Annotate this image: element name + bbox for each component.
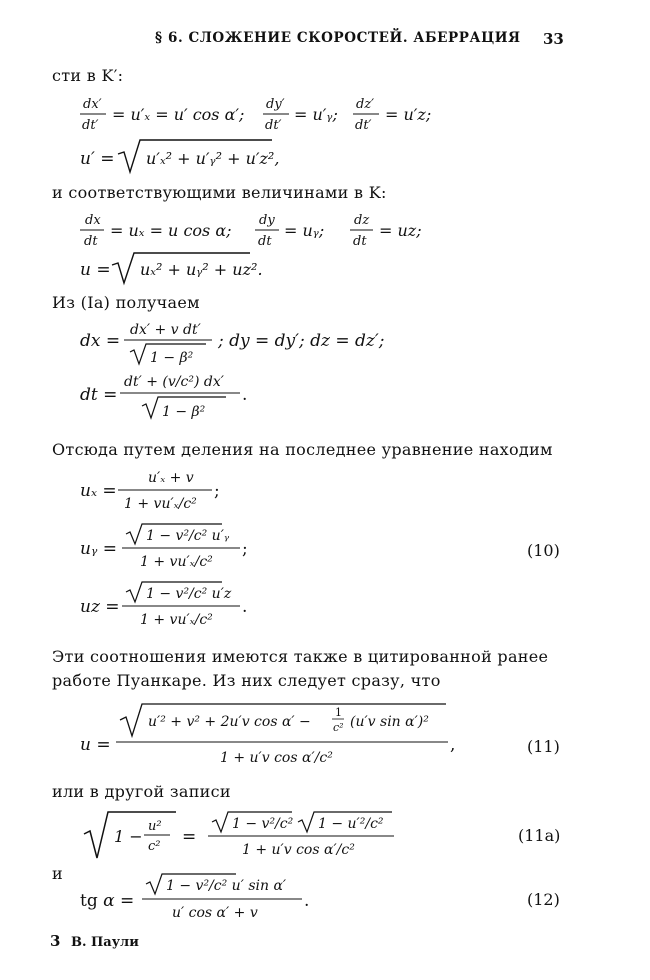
svg-text:dx′: dx′	[83, 97, 102, 112]
signature-number: 3	[50, 932, 61, 950]
svg-text:= u′ₓ = u′ cos α′;: = u′ₓ = u′ cos α′;	[112, 105, 245, 124]
svg-text:dx′ + v dt′: dx′ + v dt′	[130, 322, 201, 338]
svg-text:1 −: 1 −	[114, 827, 143, 846]
svg-text:dt: dt	[258, 234, 272, 249]
svg-text:1 − v²/c²: 1 − v²/c²	[232, 816, 294, 832]
svg-text:dt: dt	[84, 234, 98, 249]
text-line-2: и соответствующими величинами в K:	[52, 183, 387, 202]
page-number: 33	[543, 30, 564, 48]
text-line-5a: Эти соотношения имеются также в цитированной ранее	[52, 647, 549, 666]
equation-number-11a: (11a)	[518, 826, 561, 845]
svg-text:u′ₓ² + u′ᵧ² + u′z²,: u′ₓ² + u′ᵧ² + u′z²,	[146, 149, 280, 168]
svg-text:u′ cos α′ + v: u′ cos α′ + v	[172, 905, 258, 921]
svg-text:1 + vu′ₓ/c²: 1 + vu′ₓ/c²	[140, 612, 213, 628]
svg-text:uₓ =: uₓ =	[80, 481, 117, 501]
svg-text:u =: u =	[80, 260, 111, 280]
svg-text:1 + u′v cos α′/c²: 1 + u′v cos α′/c²	[242, 842, 355, 858]
svg-text:;: ;	[214, 481, 220, 501]
svg-text:dt′: dt′	[265, 118, 282, 133]
svg-text:1 + u′v cos α′/c²: 1 + u′v cos α′/c²	[220, 750, 333, 766]
text-line-4: Отсюда путем деления на последнее уравнение находим	[52, 440, 553, 459]
svg-text:u′ =: u′ =	[80, 149, 115, 169]
equation-lorentz-dt	[0, 370, 650, 430]
svg-text:dy: dy	[259, 213, 275, 228]
svg-text:dt =: dt =	[80, 385, 118, 405]
svg-text:uᵧ =: uᵧ =	[80, 539, 117, 559]
svg-text:(u′v sin α′)²: (u′v sin α′)²	[350, 714, 429, 730]
svg-text:u′² + v² + 2u′v cos α′ −: u′² + v² + 2u′v cos α′ −	[148, 714, 311, 730]
svg-text:dz: dz	[354, 213, 370, 228]
svg-text:c²: c²	[333, 721, 344, 734]
svg-text:1 + vu′ₓ/c²: 1 + vu′ₓ/c²	[140, 554, 213, 570]
text-line-6: или в другой записи	[52, 782, 231, 801]
section-title: § 6. СЛОЖЕНИЕ СКОРОСТЕЙ. АБЕРРАЦИЯ	[155, 30, 521, 46]
text-line-3: Из (Ia) получаем	[52, 293, 200, 312]
equation-number-10: (10)	[527, 541, 560, 560]
svg-text:1 − v²/c² u′ᵧ: 1 − v²/c² u′ᵧ	[146, 528, 230, 544]
equation-number-12: (12)	[527, 890, 560, 909]
svg-text:c²: c²	[148, 839, 161, 854]
svg-text:=: =	[182, 827, 197, 847]
svg-text:dy′: dy′	[266, 97, 285, 112]
svg-text:dt′: dt′	[82, 118, 99, 133]
equation-ux	[0, 466, 650, 526]
svg-text:= uᵧ;: = uᵧ;	[284, 221, 325, 240]
svg-text:.: .	[242, 385, 248, 405]
svg-text:uₓ² + uᵧ² + uz².: uₓ² + uᵧ² + uz².	[140, 260, 263, 279]
svg-text:= uz;: = uz;	[379, 221, 422, 240]
svg-text:1: 1	[335, 706, 342, 719]
svg-text:1 − u′²/c²: 1 − u′²/c²	[318, 816, 384, 832]
printer-signature	[50, 932, 139, 950]
svg-text:.: .	[242, 597, 248, 617]
svg-text:dt′: dt′	[355, 118, 372, 133]
svg-text:dt′ + (v/c²) dx′: dt′ + (v/c²) dx′	[124, 374, 224, 390]
svg-text:u²: u²	[148, 819, 162, 834]
svg-text:dt: dt	[353, 234, 367, 249]
equation-uz	[0, 580, 650, 640]
svg-text:dz′: dz′	[356, 97, 375, 112]
svg-text:1 + vu′ₓ/c²: 1 + vu′ₓ/c²	[124, 496, 197, 512]
svg-text:= u′z;: = u′z;	[385, 105, 432, 124]
equation-lorentz-dx	[0, 318, 650, 378]
svg-text:= uₓ = u cos α;: = uₓ = u cos α;	[110, 221, 232, 240]
svg-text:; dy = dy′; dz = dz′;: ; dy = dy′; dz = dz′;	[218, 331, 385, 351]
svg-text:.: .	[304, 891, 310, 911]
svg-text:dx =: dx =	[80, 331, 121, 351]
svg-text:uz =: uz =	[80, 597, 120, 617]
text-line-5b: работе Пуанкаре. Из них следует сразу, что	[52, 671, 441, 690]
signature-text: В. Паули	[70, 935, 139, 950]
running-header	[0, 30, 650, 52]
svg-text:tg α =: tg α =	[80, 891, 135, 911]
svg-text:u′ₓ + v: u′ₓ + v	[148, 470, 194, 486]
svg-text:1 − v²/c² u′ sin α′: 1 − v²/c² u′ sin α′	[166, 878, 287, 894]
svg-text:,: ,	[450, 735, 456, 755]
svg-text:dx: dx	[85, 213, 101, 228]
equation-number-11: (11)	[527, 737, 560, 756]
svg-text:1 − β²: 1 − β²	[150, 350, 194, 366]
text-line-7: и	[52, 864, 63, 883]
svg-text:u =: u =	[80, 735, 111, 755]
svg-text:;: ;	[242, 539, 248, 559]
svg-text:1 − v²/c² u′z: 1 − v²/c² u′z	[146, 586, 232, 602]
svg-text:= u′ᵧ;: = u′ᵧ;	[294, 105, 338, 124]
svg-text:1 − β²: 1 − β²	[162, 404, 206, 420]
text-line-1: сти в K′:	[52, 66, 124, 85]
